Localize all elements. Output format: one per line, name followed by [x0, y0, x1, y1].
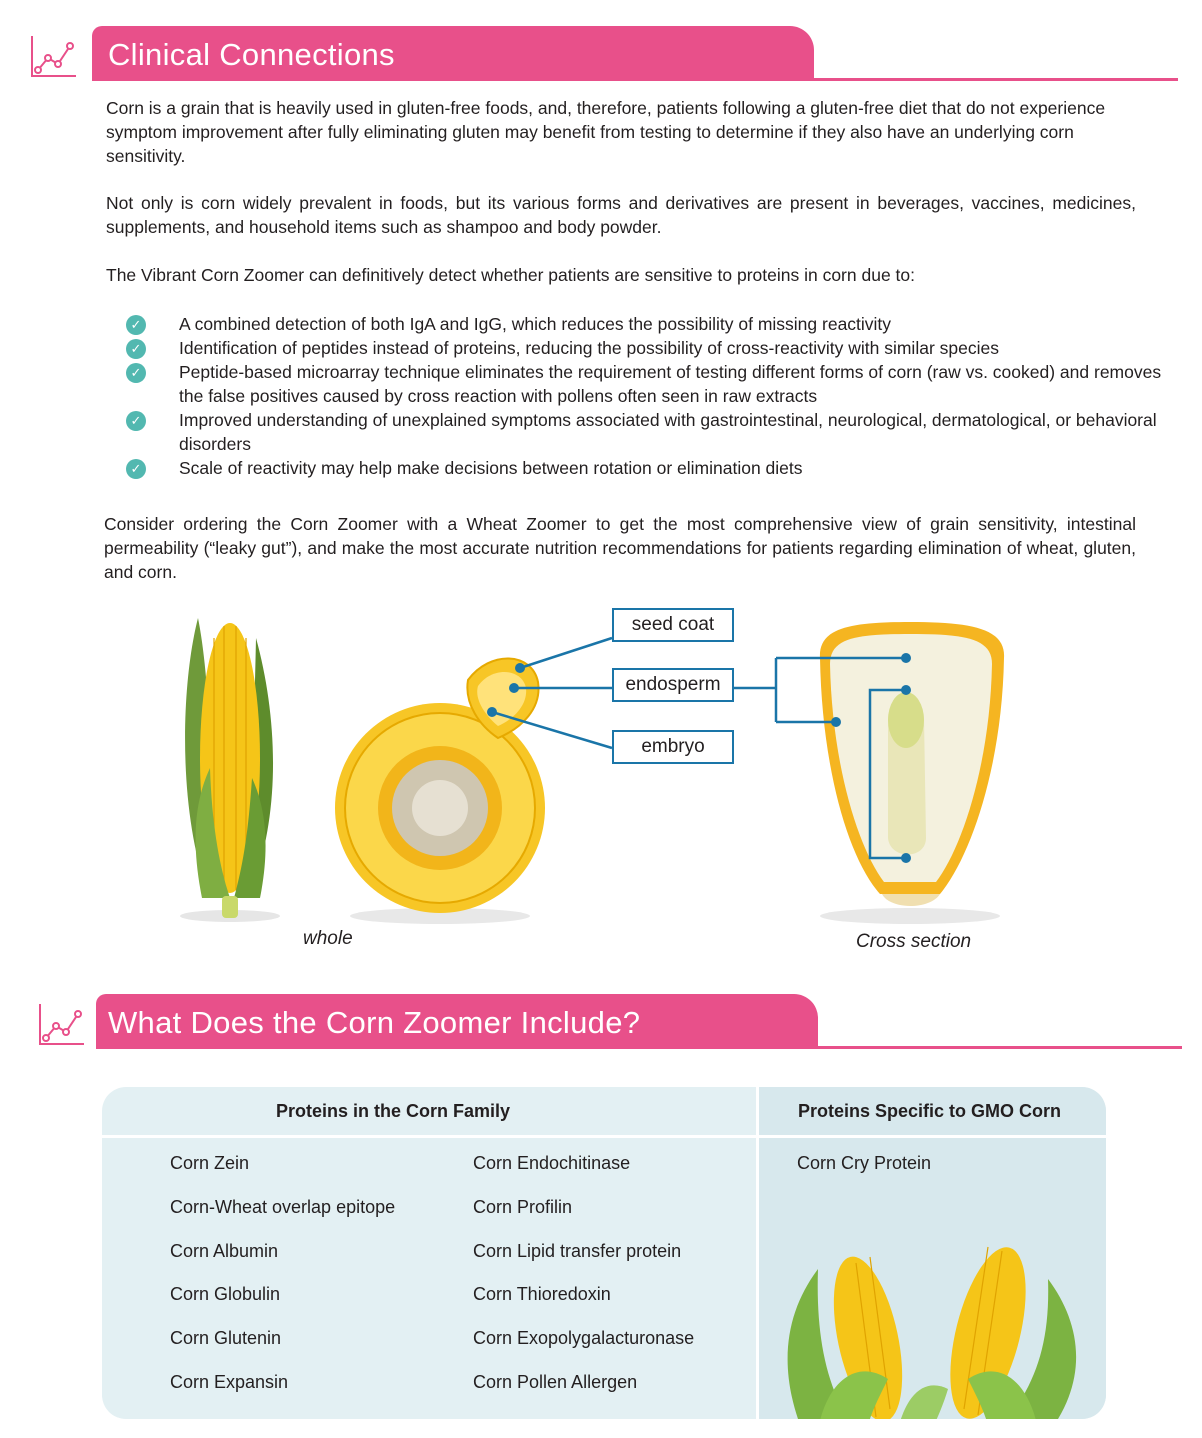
section-title: What Does the Corn Zoomer Include?	[108, 1005, 641, 1040]
section-rule	[96, 1046, 1182, 1049]
corn-illustration	[150, 598, 1150, 968]
bullet-text: A combined detection of both IgA and IgG, which reduces the possibility of missing reactivity	[179, 314, 892, 334]
table-cell: Corn Pollen Allergen	[473, 1372, 638, 1392]
table-cell: Corn Exopolygalacturonase	[473, 1328, 695, 1348]
bullet-text: Scale of reactivity may help make decisions between rotation or elimination diets	[179, 458, 803, 478]
table-cell: Corn Albumin	[170, 1241, 279, 1261]
table-cell: Corn Glutenin	[170, 1328, 282, 1348]
header-divider	[102, 1135, 1106, 1138]
table-cell: Corn Profilin	[473, 1197, 573, 1217]
header-gmo-corn: Proteins Specific to GMO Corn	[798, 1101, 1062, 1121]
check-icon: ✓	[126, 339, 146, 359]
paragraph-detection-intro: The Vibrant Corn Zoomer can definitively detect whether patients are sensitive to proteins in corn due to:	[106, 265, 915, 285]
label-seed-coat: seed coat	[612, 608, 734, 642]
section-title: Clinical Connections	[108, 37, 395, 72]
caption-whole: whole	[303, 928, 353, 949]
protein-table	[102, 1087, 1106, 1419]
check-icon: ✓	[126, 459, 146, 479]
table-cell: Corn Globulin	[170, 1284, 281, 1304]
section-title-tab	[96, 994, 818, 1048]
label-embryo: embryo	[612, 730, 734, 764]
corn-slice-illustration	[335, 658, 545, 924]
table-cell: Corn Expansin	[170, 1372, 289, 1392]
corn-zoomer-include-header	[0, 994, 1202, 1058]
chart-icon	[28, 32, 80, 80]
list-item	[126, 408, 1166, 456]
list-item	[126, 360, 1166, 408]
table-cell: Corn Zein	[170, 1153, 250, 1173]
table-cell: Corn Cry Protein	[797, 1153, 932, 1173]
check-icon: ✓	[126, 363, 146, 383]
corn-anatomy-diagram	[150, 598, 1150, 968]
table-cell: Corn-Wheat overlap epitope	[170, 1197, 396, 1217]
table-cell: Corn Thioredoxin	[473, 1284, 611, 1304]
chart-icon	[36, 1000, 88, 1048]
paragraph-recommendation: Consider ordering the Corn Zoomer with a Wheat Zoomer to get the most comprehensive view of grain sensitivity, intestinal permeability (“leaky gut”), and make the most accurate nutrition recommendations for patients regarding elimination of wheat, gluten, and corn.	[104, 514, 1136, 582]
kernel-cross-section-illustration	[820, 622, 1004, 924]
list-item	[126, 336, 1166, 360]
check-icon: ✓	[126, 315, 146, 335]
paragraph-gluten-free: Corn is a grain that is heavily used in gluten-free foods, and, therefore, patients following a gluten-free diet that do not experience symptom improvement after fully eliminating gluten may benefit from testing to determine if they also have an underlying corn sensitivity.	[106, 98, 1106, 166]
bullet-text: Improved understanding of unexplained symptoms associated with gastrointestinal, neurological, dermatological, or behavioral disorders	[179, 410, 1157, 454]
whole-corn-illustration	[180, 618, 280, 922]
bullet-text: Peptide-based microarray technique eliminates the requirement of testing different forms of corn (raw vs. cooked) and removes the false positives caused by cross reaction with pollens often seen in raw extracts	[179, 362, 1162, 406]
label-endosperm: endosperm	[612, 668, 734, 702]
clinical-connections-header	[0, 26, 1202, 90]
table-cell: Corn Endochitinase	[473, 1153, 631, 1173]
list-item	[126, 456, 1166, 480]
check-icon: ✓	[126, 411, 146, 431]
caption-cross-section: Cross section	[856, 931, 972, 952]
benefit-list	[126, 312, 1166, 480]
corn-cobs-illustration	[758, 1229, 1106, 1419]
bullet-text: Identification of peptides instead of proteins, reducing the possibility of cross-reactivity with similar species	[179, 338, 999, 358]
header-corn-family: Proteins in the Corn Family	[276, 1101, 511, 1121]
list-item	[126, 312, 1166, 336]
section-title-tab	[92, 26, 814, 80]
table-cell: Corn Lipid transfer protein	[473, 1241, 682, 1261]
paragraph-prevalence: Not only is corn widely prevalent in foods, but its various forms and derivatives are present in beverages, vaccines, medicines, supplements, and household items such as shampoo and body powder.	[106, 193, 1136, 237]
section-rule	[92, 78, 1178, 81]
